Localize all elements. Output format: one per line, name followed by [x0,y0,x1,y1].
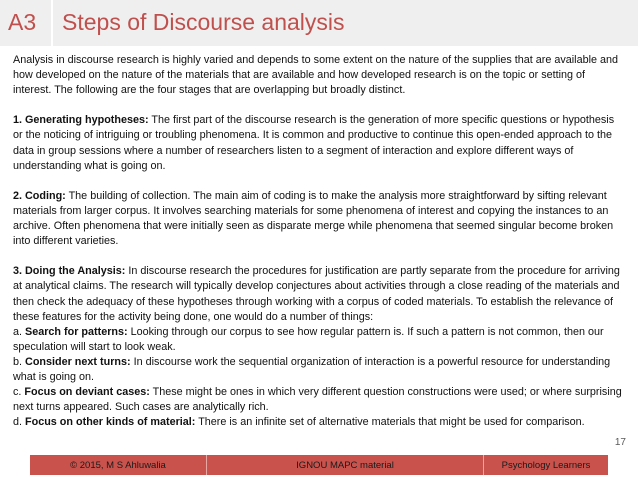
substep-heading: Focus on other kinds of material: [25,416,196,429]
footer-copyright: © 2015, M S Ahluwalia [70,459,166,471]
step-heading: 3. Doing the Analysis: [13,265,126,278]
step-text: The building of collection. The main aim of coding is to make the analysis more straightforward by sifting relevant materials from larger corpus. It involves searching materials for some phenomena of interest and copying the instances to an archive. Often phenomena that were initially seen as disparate merge while phenomena that seemed singular become broken into different varieties. [13,189,614,248]
intro-paragraph: Analysis in discourse research is highly varied and depends to some extent on the nature of the supplies that are available and how developed on the nature of the materials that are available and how developed research is on the topic or setting of interest. The following are the four stages that are overlapping but broadly distinct. [13,54,618,97]
substep-text: In discourse work the sequential organization of interaction is a powerful resource for understanding what is going on. [13,355,611,383]
substep-search-patterns [13,325,625,355]
slide-body [13,53,625,430]
step-text: In discourse research the procedures for justification are partly separate from the procedure for arriving at analytical claims. The research will typically develop conjectures about activities through a close reading of the materials and then check the adequacy of these hypotheses through working with a corpus of coded materials. To establish the relevance of these features for the activity being done, one would do a number of things: [13,265,620,323]
substep-deviant-cases [13,385,625,415]
slide-header [0,0,638,46]
substep-text: There is an infinite set of alternative materials that might be used for comparison. [195,416,585,429]
spacer [13,249,625,264]
step-heading: 2. Coding: [13,189,66,202]
header-divider [51,0,53,46]
substep-label: c. [13,386,25,399]
page-number: 17 [614,437,626,448]
substep-heading: Focus on deviant cases: [24,386,150,399]
substep-text: Looking through our corpus to see how regular pattern is. If such a pattern is not common, then our speculation will start to look weak. [13,325,604,353]
substep-heading: Search for patterns: [25,325,128,338]
substep-label: b. [13,355,26,368]
substep-next-turns [13,355,625,385]
footer-center: IGNOU MAPC material [206,455,484,475]
substep-other-material [13,415,625,430]
slide-code: A3 [8,9,37,35]
step-doing-analysis [13,264,625,324]
substep-text: These might be ones in which very different question constructions were used; or where surprising next turns appeared. Such cases are analytically rich. [13,386,622,414]
slide-title: Steps of Discourse analysis [62,9,345,35]
step-heading: 1. Generating hypotheses: [13,114,149,127]
step-text: The first part of the discourse research is the generation of more specific questions or hypothesis or the noticing of intriguing or troubling phenomena. It is common and productive to continue this open-ended approach to the data in group sessions where a number of researchers listen to a segment of interaction and explore different ways of understanding what is going on. [13,114,615,172]
spacer [13,174,625,189]
substep-label: d. [13,416,26,429]
slide-footer [30,455,608,475]
substep-heading: Consider next turns: [25,355,131,368]
step-generating-hypotheses [13,113,625,173]
spacer [13,98,625,113]
footer-right: Psychology Learners [501,459,591,471]
substep-label: a. [13,325,26,338]
step-coding [13,189,625,249]
